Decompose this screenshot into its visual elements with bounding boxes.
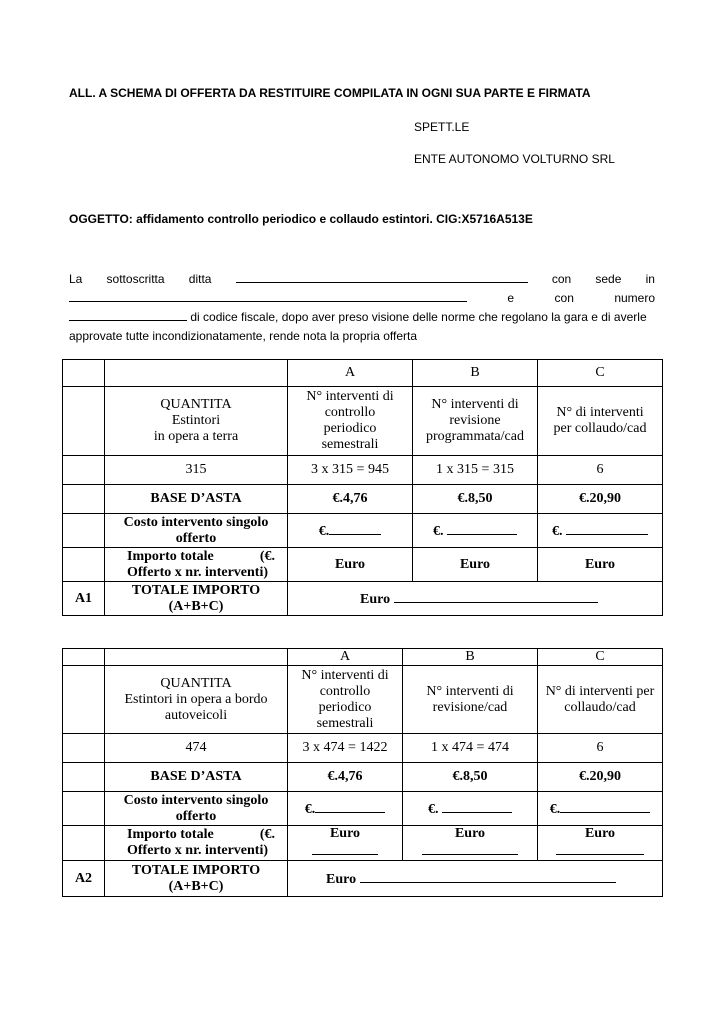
quantity-value: 474 (105, 734, 288, 763)
base-price-label: BASE D’ASTA (105, 485, 288, 514)
declaration-line-2 (69, 289, 655, 308)
column-header-b: B (413, 360, 538, 387)
declaration-word: con (554, 291, 574, 305)
table-row (63, 387, 663, 456)
unit-cost-b-field[interactable] (413, 514, 538, 548)
calc-c-value: 6 (538, 456, 663, 485)
unit-cost-a-field[interactable] (288, 514, 413, 548)
euro-word: Euro (454, 826, 486, 841)
table-row (63, 666, 663, 734)
table-cell (63, 360, 105, 387)
base-price-b: €.8,50 (403, 763, 538, 792)
col-a-desc-line: N° interventi di (301, 667, 389, 683)
column-header-c: C (538, 649, 663, 666)
declaration-line-3 (69, 308, 655, 327)
table-row (63, 763, 663, 792)
base-price-c: €.20,90 (538, 763, 663, 792)
blank-line[interactable] (422, 842, 518, 855)
calc-b-value: 1 x 315 = 315 (413, 456, 538, 485)
declaration-word: numero (614, 291, 655, 305)
base-price-c: €.20,90 (538, 485, 663, 514)
column-header-c: C (538, 360, 663, 387)
col-b-desc-line: revisione (449, 413, 501, 428)
blank-line[interactable] (566, 522, 648, 535)
quantity-value: 315 (105, 456, 288, 485)
table-cell (63, 666, 105, 734)
column-header-b: B (403, 649, 538, 666)
table-cell (63, 456, 105, 485)
tax-code-field[interactable] (69, 308, 187, 321)
table-cell (105, 360, 288, 387)
blank-line[interactable] (442, 800, 512, 813)
euro-prefix: €. (304, 801, 316, 817)
offer-table-2 (62, 648, 663, 897)
table-row (63, 514, 663, 548)
table-cell (63, 387, 105, 456)
col-a-desc-line: semestrali (321, 437, 379, 452)
table-row (63, 548, 663, 582)
blank-line-wrap (542, 842, 658, 860)
blank-line[interactable] (394, 590, 598, 603)
calc-a-value: 3 x 474 = 1422 (288, 734, 403, 763)
base-price-label: BASE D’ASTA (105, 763, 288, 792)
recipient-salutation: SPETT.LE (414, 120, 470, 134)
col-b-description-cell (413, 387, 538, 456)
unit-cost-label (105, 514, 288, 548)
euro-prefix: €. (318, 523, 330, 539)
offer-table-1 (62, 359, 663, 616)
quantity-label: QUANTITA (160, 675, 232, 691)
grand-total-label (105, 861, 288, 897)
col-a-description-cell (288, 387, 413, 456)
quantity-desc-2: autoveicoli (164, 707, 228, 723)
declaration-word: e (507, 291, 515, 305)
euro-word: Euro (326, 871, 357, 887)
euro-word: Euro (329, 826, 361, 841)
blank-line-wrap (292, 842, 398, 860)
col-a-desc-line: controllo (319, 683, 371, 699)
quantity-header-cell (105, 387, 288, 456)
blank-line-wrap (407, 842, 533, 860)
total-c-field[interactable]: Euro (538, 548, 663, 582)
grand-total-field[interactable] (288, 582, 663, 616)
unit-cost-c-field[interactable] (538, 792, 663, 826)
base-price-a: €.4,76 (288, 485, 413, 514)
euro-prefix: €. (428, 801, 439, 817)
total-b-field[interactable]: Euro (413, 548, 538, 582)
base-price-b: €.8,50 (413, 485, 538, 514)
blank-line[interactable] (315, 800, 385, 813)
label-part: (€. (259, 827, 275, 842)
total-c-field[interactable] (538, 826, 663, 861)
table-row (63, 456, 663, 485)
blank-line[interactable] (329, 522, 381, 535)
total-amount-label (105, 548, 288, 582)
declaration-text: di codice fiscale, dopo aver preso visione delle norme che regolano la gara e di averle (190, 310, 647, 324)
col-a-desc-line: N° interventi di (306, 389, 394, 404)
euro-word: Euro (584, 826, 616, 841)
table-cell (63, 548, 105, 582)
grand-total-label-line: TOTALE IMPORTO (131, 582, 261, 598)
table-cell (105, 649, 288, 666)
label-part: Importo totale (127, 548, 214, 564)
total-amount-label-line (127, 827, 275, 843)
unit-cost-label-line: Costo intervento singolo (123, 514, 269, 530)
col-c-description-cell (538, 666, 663, 734)
euro-prefix: €. (433, 523, 444, 539)
col-b-description-cell (403, 666, 538, 734)
table-row (63, 360, 663, 387)
label-part: (€. (259, 548, 275, 564)
col-b-desc-line: revisione/cad (432, 699, 508, 715)
total-a-field[interactable] (288, 826, 403, 861)
declaration-word: in (645, 272, 655, 286)
column-header-a: A (288, 360, 413, 387)
grand-total-label (105, 582, 288, 616)
table-cell (63, 792, 105, 826)
total-amount-label-line (127, 549, 275, 565)
grand-total-label-line: (A+B+C) (168, 878, 224, 894)
document-title: ALL. A SCHEMA DI OFFERTA DA RESTITUIRE COMPILATA IN OGNI SUA PARTE E FIRMATA (69, 86, 591, 100)
euro-word: Euro (360, 591, 391, 607)
headquarters-field[interactable] (69, 289, 467, 302)
declaration-word: La (69, 272, 83, 286)
total-amount-label (105, 826, 288, 861)
grand-total-field[interactable] (288, 861, 663, 897)
col-c-desc-line: N° di interventi (556, 405, 644, 420)
grand-total-label-line: TOTALE IMPORTO (131, 862, 261, 878)
label-part: Importo totale (127, 827, 214, 842)
company-name-field[interactable] (236, 270, 528, 283)
col-b-desc-line: programmata/cad (426, 429, 524, 444)
col-c-desc-line: N° di interventi per (545, 683, 655, 699)
unit-cost-b-field[interactable] (403, 792, 538, 826)
unit-cost-label-line: offerto (175, 808, 217, 824)
col-a-desc-line: controllo (324, 405, 376, 420)
declaration-line-4: approvate tutte incondizionatamente, rende nota la propria offerta (69, 329, 418, 343)
unit-cost-label-line: offerto (175, 530, 217, 546)
table-row (63, 826, 663, 861)
blank-line[interactable] (560, 800, 650, 813)
row-id: A1 (63, 582, 105, 616)
col-c-desc-line: collaudo/cad (564, 699, 636, 715)
table-row (63, 485, 663, 514)
col-c-desc-line: per collaudo/cad (553, 421, 647, 436)
declaration-word: sottoscritta (106, 272, 165, 286)
col-b-desc-line: N° interventi di (431, 397, 519, 412)
table-row (63, 649, 663, 666)
total-b-field[interactable] (403, 826, 538, 861)
blank-line[interactable] (312, 842, 378, 855)
grand-total-label-line: (A+B+C) (168, 598, 224, 614)
calc-b-value: 1 x 474 = 474 (403, 734, 538, 763)
declaration-paragraph (69, 270, 655, 346)
col-b-desc-line: N° interventi di (426, 683, 514, 699)
recipient-name: ENTE AUTONOMO VOLTURNO SRL (414, 152, 615, 166)
declaration-word: ditta (188, 272, 212, 286)
column-header-a: A (288, 649, 403, 666)
unit-cost-label-line: Costo intervento singolo (123, 792, 269, 808)
declaration-line-1 (69, 270, 655, 289)
table-cell (63, 514, 105, 548)
total-amount-label-line: Offerto x nr. interventi) (127, 843, 268, 858)
quantity-desc-1: Estintori in opera a bordo (124, 691, 268, 707)
unit-cost-label (105, 792, 288, 826)
col-c-description-cell (538, 387, 663, 456)
euro-prefix: €. (549, 801, 561, 817)
unit-cost-a-field[interactable] (288, 792, 403, 826)
declaration-word: sede (595, 272, 622, 286)
calc-a-value: 3 x 315 = 945 (288, 456, 413, 485)
declaration-word: con (551, 272, 572, 286)
total-amount-label-line: Offerto x nr. interventi) (127, 564, 268, 580)
col-a-desc-line: periodico (323, 421, 377, 436)
table-cell (63, 649, 105, 666)
quantity-header-cell (105, 666, 288, 734)
unit-cost-c-field[interactable] (538, 514, 663, 548)
total-a-field[interactable]: Euro (288, 548, 413, 582)
blank-line[interactable] (447, 522, 517, 535)
table-cell (63, 734, 105, 763)
col-a-desc-line: periodico (318, 699, 372, 715)
table-cell (63, 826, 105, 861)
calc-c-value: 6 (538, 734, 663, 763)
table-cell (63, 763, 105, 792)
col-a-description-cell (288, 666, 403, 734)
blank-line[interactable] (556, 842, 644, 855)
quantity-label: QUANTITA (160, 397, 232, 412)
table-cell (63, 485, 105, 514)
col-a-desc-line: semestrali (316, 715, 374, 731)
table-row (63, 734, 663, 763)
table-row (63, 861, 663, 897)
table-row (63, 582, 663, 616)
base-price-a: €.4,76 (288, 763, 403, 792)
row-id: A2 (63, 861, 105, 897)
subject-line: OGGETTO: affidamento controllo periodico e collaudo estintori. CIG:X5716A513E (69, 212, 533, 226)
euro-prefix: €. (552, 523, 563, 539)
quantity-desc-1: Estintori (171, 413, 221, 428)
quantity-desc-2: in opera a terra (153, 429, 239, 444)
blank-line[interactable] (360, 870, 616, 883)
table-row (63, 792, 663, 826)
